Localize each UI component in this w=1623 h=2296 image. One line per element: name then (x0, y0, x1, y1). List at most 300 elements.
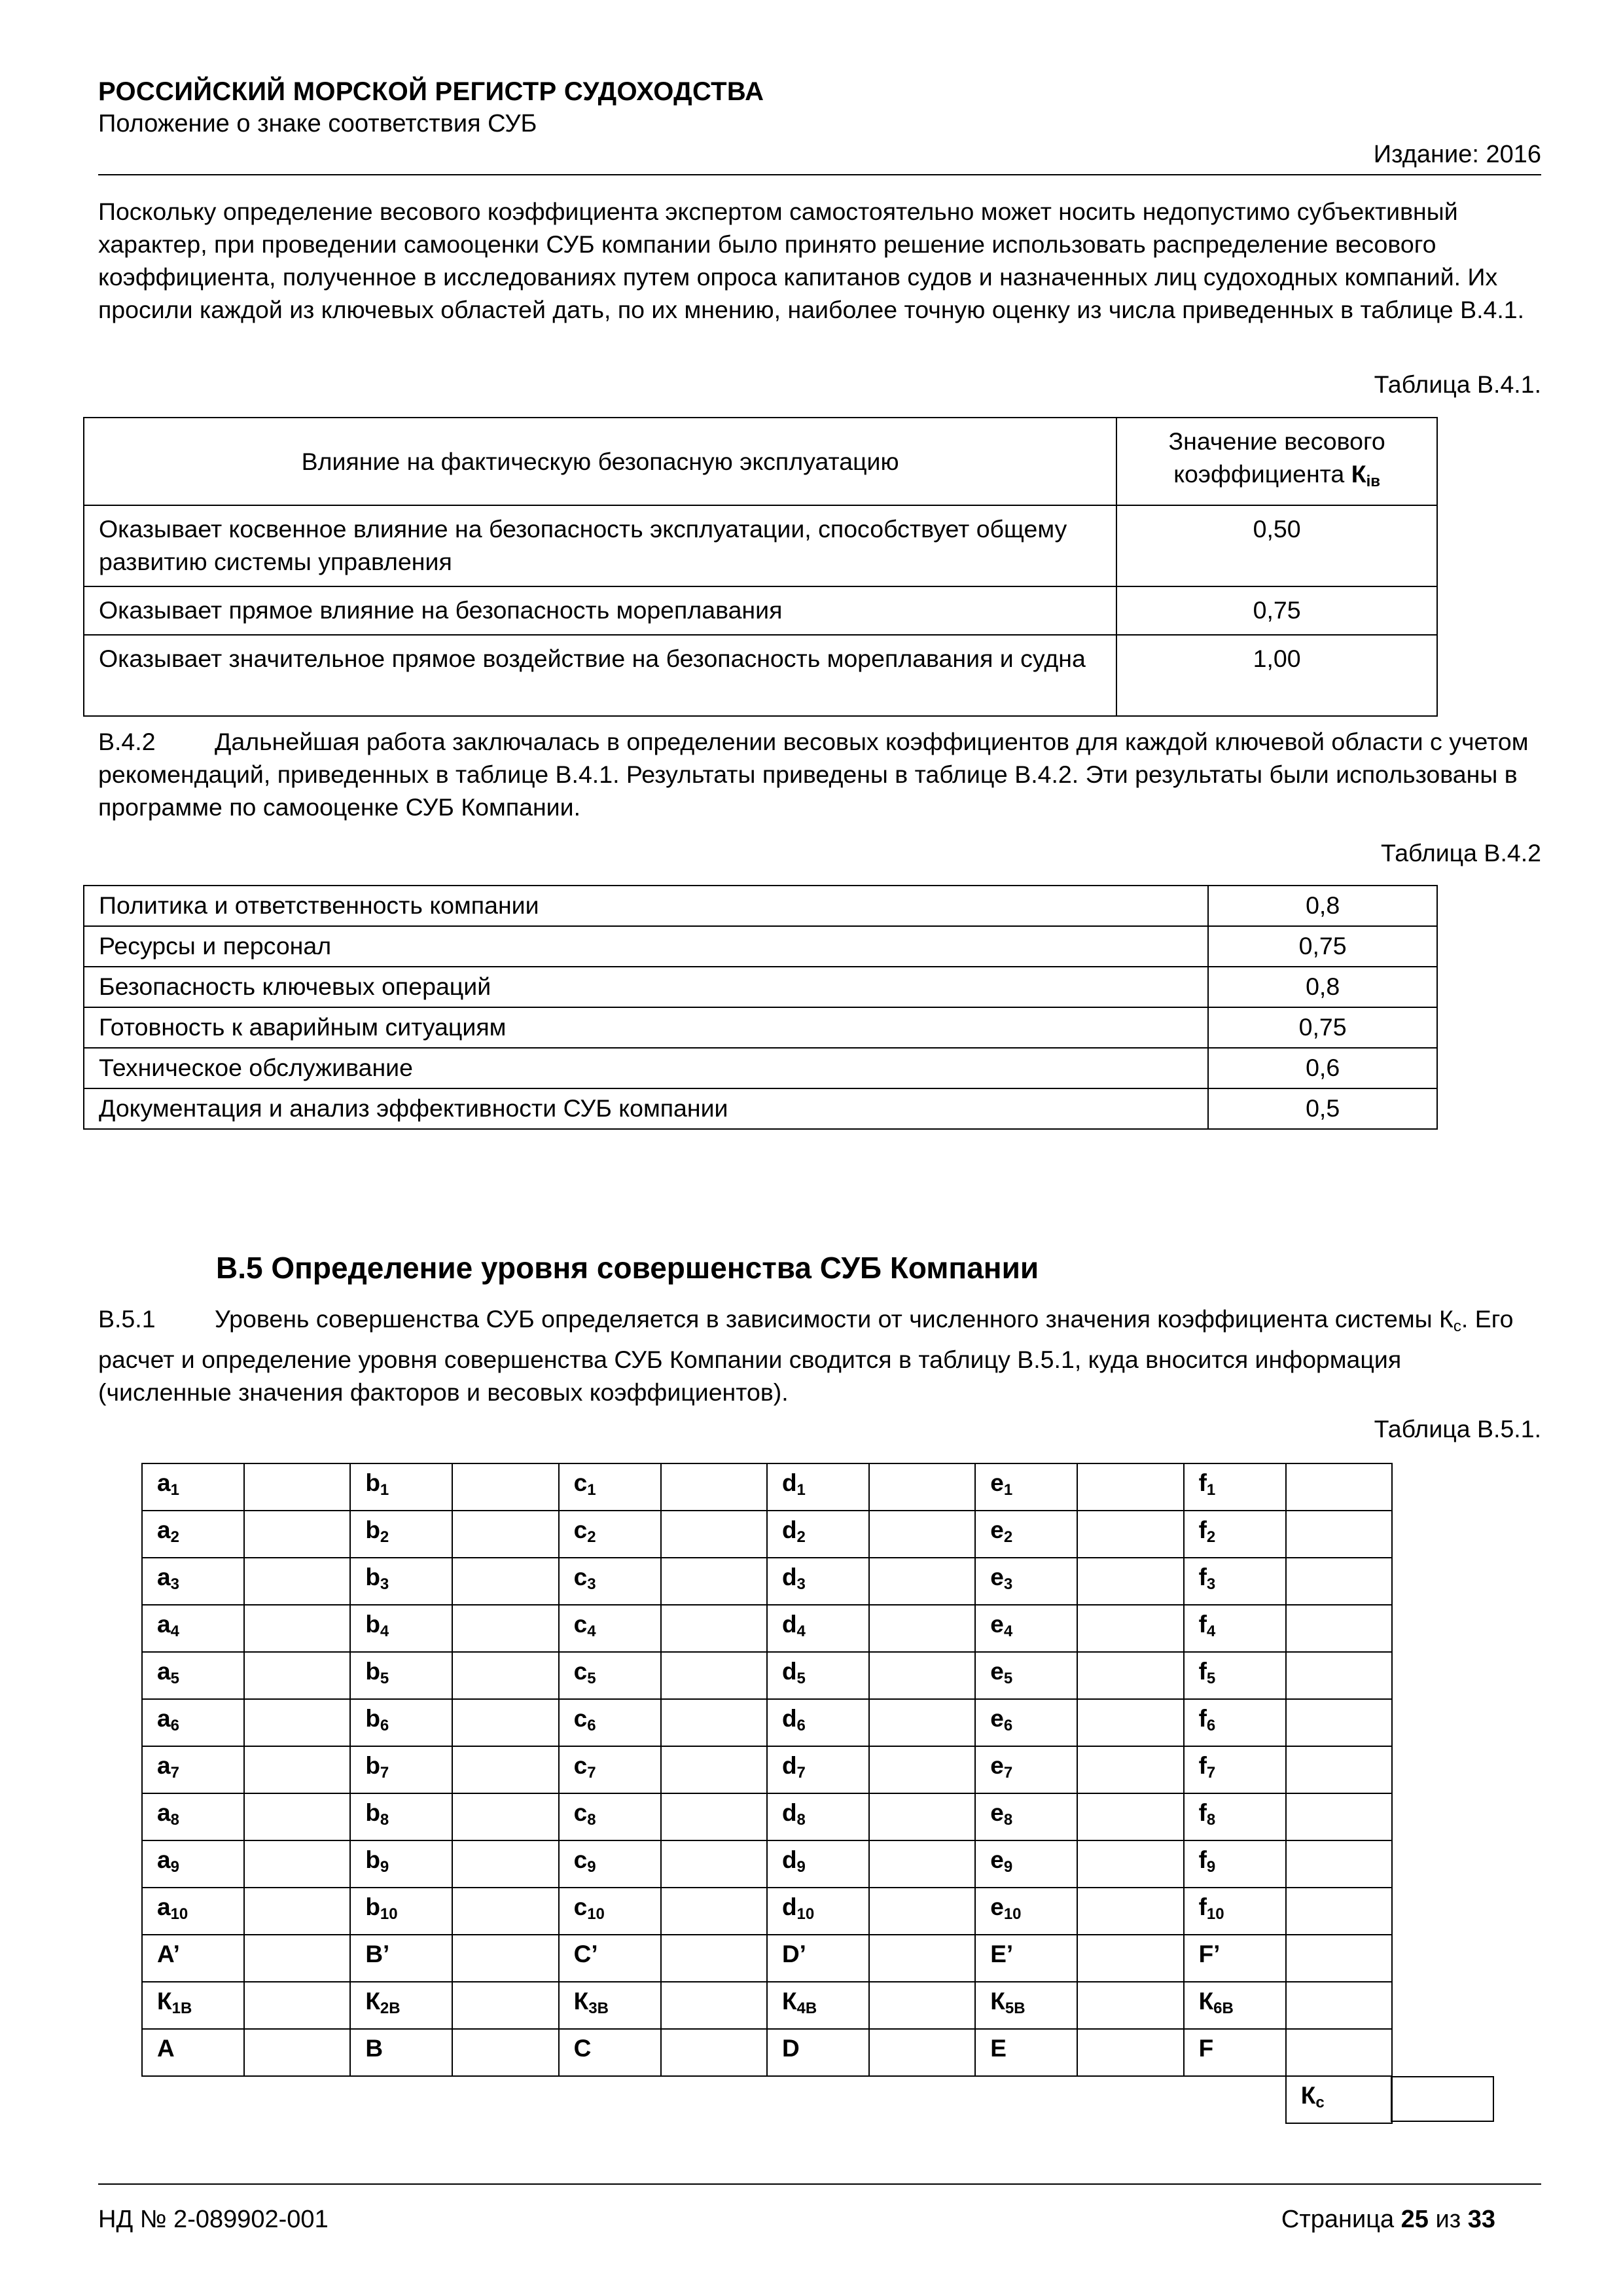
factor-label (767, 1652, 869, 1699)
weight-label (142, 1982, 244, 2029)
value-cell (1286, 1935, 1392, 1982)
table-row (142, 1888, 1392, 1935)
table1-k-subscript: iв (1366, 473, 1381, 490)
factor-label (1184, 1888, 1286, 1935)
value-cell (1077, 1840, 1183, 1888)
factor-index: 6 (796, 1717, 806, 1734)
factor-index: 9 (1003, 1858, 1013, 1876)
value-cell (244, 1888, 350, 1935)
factor-letter: d (781, 1469, 797, 1496)
value-cell (869, 1746, 975, 1793)
value-cell (1286, 1746, 1392, 1793)
document-number: НД № 2-089902-001 (98, 2206, 329, 2233)
header-divider (98, 174, 1541, 175)
factor-index: 5 (796, 1670, 806, 1687)
weight-symbol: К (1198, 1988, 1214, 2015)
factor-label (142, 1558, 244, 1605)
table1-col1-header: Влияние на фактическую безопасную эксплуатацию (84, 418, 1116, 505)
factor-letter: f (1198, 1611, 1207, 1638)
factor-label (1184, 1605, 1286, 1652)
total-label (975, 2029, 1077, 2076)
factor-letter: e (990, 1846, 1004, 1873)
total-label-text: B (365, 2035, 383, 2062)
factor-letter: c (573, 1893, 588, 1920)
value-cell (869, 1982, 975, 2029)
factor-index: 7 (170, 1764, 179, 1782)
factor-label (559, 1463, 661, 1511)
weight-subscript: 6В (1213, 2000, 1234, 2017)
value-cell (661, 1558, 767, 1605)
total-label (350, 2029, 452, 2076)
value-cell (661, 1699, 767, 1746)
table-row (142, 2076, 1392, 2123)
table-row (142, 1699, 1392, 1746)
table2-area: Безопасность ключевых операций (84, 967, 1208, 1007)
table-row (84, 967, 1437, 1007)
value-cell (452, 1463, 558, 1511)
factor-label (1184, 1699, 1286, 1746)
value-cell (244, 1511, 350, 1558)
table-row (142, 1558, 1392, 1605)
value-cell (244, 1605, 350, 1652)
footer-divider (98, 2183, 1541, 2185)
table1-row-text: Оказывает косвенное влияние на безопасность эксплуатации, способствует общему развитию системы управления (84, 505, 1116, 586)
excellence-level-table (141, 1463, 1393, 2124)
value-cell (1077, 1982, 1183, 2029)
factor-label (559, 1652, 661, 1699)
factor-label (975, 1605, 1077, 1652)
value-cell (244, 1982, 350, 2029)
value-cell (1077, 1511, 1183, 1558)
factor-letter: b (365, 1469, 380, 1496)
value-cell (869, 1652, 975, 1699)
table-row (84, 1088, 1437, 1129)
value-cell (869, 1463, 975, 1511)
value-cell (244, 1699, 350, 1746)
factor-label (975, 1840, 1077, 1888)
factor-index: 4 (1206, 1623, 1216, 1640)
value-cell (452, 1840, 558, 1888)
factor-index: 4 (170, 1623, 179, 1640)
factor-letter: c (573, 1564, 588, 1590)
factor-letter: f (1198, 1705, 1207, 1732)
value-cell (452, 1935, 558, 1982)
factor-index: 8 (1003, 1811, 1013, 1829)
value-cell (1286, 1982, 1392, 2029)
factor-letter: c (573, 1469, 588, 1496)
factor-index: 3 (170, 1575, 179, 1593)
factor-label (142, 1888, 244, 1935)
factor-label (559, 1840, 661, 1888)
value-cell (452, 1746, 558, 1793)
factor-letter: b (365, 1564, 380, 1590)
factor-letter: d (781, 1893, 797, 1920)
factor-letter: b (365, 1846, 380, 1873)
factor-label (559, 1511, 661, 1558)
factor-letter: c (573, 1846, 588, 1873)
factor-label (142, 1463, 244, 1511)
value-cell (1286, 2029, 1392, 2076)
sum-label-text: F’ (1198, 1941, 1221, 1967)
factor-label (1184, 1463, 1286, 1511)
sum-label-text: C’ (573, 1941, 598, 1967)
factor-letter: c (573, 1799, 588, 1826)
factor-letter: f (1198, 1564, 1207, 1590)
factor-letter: a (157, 1658, 171, 1685)
factor-index: 2 (1003, 1528, 1013, 1546)
factor-letter: f (1198, 1469, 1207, 1496)
factor-letter: a (157, 1799, 171, 1826)
value-cell (1286, 1840, 1392, 1888)
value-cell (1077, 1699, 1183, 1746)
kc-label (1286, 2076, 1392, 2123)
value-cell (661, 1840, 767, 1888)
factor-label (767, 1888, 869, 1935)
factor-index: 1 (170, 1481, 179, 1499)
factor-label (142, 1699, 244, 1746)
kc-value-cell (1391, 2076, 1494, 2122)
value-cell (452, 1793, 558, 1840)
factor-letter: a (157, 1564, 171, 1590)
value-cell (1286, 1699, 1392, 1746)
value-cell (1077, 1558, 1183, 1605)
section-b51-text-part1: Уровень совершенства СУБ определяется в зависимости от численного значения коэффициента системы К (215, 1305, 1454, 1333)
table1-col2-header-line2: коэффициента (1173, 460, 1351, 488)
factor-label (975, 1463, 1077, 1511)
factor-label (142, 1511, 244, 1558)
value-cell (1077, 1935, 1183, 1982)
factor-letter: a (157, 1752, 171, 1779)
table-row (84, 1048, 1437, 1088)
factor-index: 6 (170, 1717, 179, 1734)
table2-value: 0,6 (1208, 1048, 1437, 1088)
table1-col2-header (1116, 418, 1437, 505)
factor-index: 1 (1206, 1481, 1216, 1499)
factor-index: 9 (796, 1858, 806, 1876)
section-b42-text: Дальнейшая работа заключалась в определении весовых коэффициентов для каждой ключевой области с учетом рекомендаций, приведенных в таблице В.4.1. Результаты приведены в таблице В.4.2. Эти результаты были использованы в программе по самооценке СУБ Компании. (98, 728, 1529, 821)
factor-letter: f (1198, 1893, 1207, 1920)
factor-index: 2 (587, 1528, 596, 1546)
factor-label (350, 1558, 452, 1605)
value-cell (1286, 1652, 1392, 1699)
factor-letter: b (365, 1752, 380, 1779)
page-current: 25 (1400, 2206, 1429, 2233)
table-row (142, 1840, 1392, 1888)
factor-index: 10 (170, 1905, 188, 1923)
factor-index: 2 (170, 1528, 179, 1546)
value-cell (661, 1463, 767, 1511)
factor-letter: a (157, 1516, 171, 1543)
factor-index: 7 (1206, 1764, 1216, 1782)
factor-index: 8 (380, 1811, 389, 1829)
weight-symbol: К (781, 1988, 797, 2015)
factor-label (1184, 1746, 1286, 1793)
table-row (142, 1463, 1392, 1511)
factor-letter: e (990, 1799, 1004, 1826)
factor-letter: a (157, 1846, 171, 1873)
table-row (142, 1746, 1392, 1793)
value-cell (1286, 1888, 1392, 1935)
factor-letter: d (781, 1846, 797, 1873)
value-cell (244, 1652, 350, 1699)
factor-index: 9 (587, 1858, 596, 1876)
value-cell (661, 2029, 767, 2076)
table2-value: 0,8 (1208, 967, 1437, 1007)
factor-label (1184, 1511, 1286, 1558)
factor-letter: a (157, 1893, 171, 1920)
section-b51-text-subscript: c (1453, 1318, 1461, 1335)
factor-label (350, 1888, 452, 1935)
value-cell (244, 1840, 350, 1888)
factor-index: 3 (1003, 1575, 1013, 1593)
weight-label (350, 1982, 452, 2029)
factor-label (350, 1793, 452, 1840)
section-b42-paragraph (98, 725, 1541, 823)
factor-letter: e (990, 1611, 1004, 1638)
factor-index: 7 (380, 1764, 389, 1782)
sum-label (559, 1935, 661, 1982)
value-cell (452, 1558, 558, 1605)
table1-col2-header-line1: Значение весового (1168, 427, 1385, 455)
factor-index: 8 (1206, 1811, 1216, 1829)
section-b51-text-part2: . Его расчет и определение уровня совершенства СУБ Компании сводится в таблицу В.5.1, куда вносится информация (численные значения факторов и весовых коэффициентов). (98, 1305, 1514, 1406)
factor-letter: d (781, 1752, 797, 1779)
edition-label: Издание: 2016 (1373, 141, 1541, 168)
factor-letter: c (573, 1611, 588, 1638)
key-areas-table (83, 885, 1438, 1130)
factor-index: 5 (170, 1670, 179, 1687)
factor-letter: f (1198, 1658, 1207, 1685)
factor-letter: e (990, 1516, 1004, 1543)
table2-area: Готовность к аварийным ситуациям (84, 1007, 1208, 1048)
factor-label (975, 1699, 1077, 1746)
weight-symbol: К (365, 1988, 380, 2015)
table1-row-value: 0,50 (1116, 505, 1437, 586)
factor-letter: b (365, 1893, 380, 1920)
value-cell (869, 1935, 975, 1982)
table-row (84, 886, 1437, 926)
total-label-text: C (573, 2035, 592, 2062)
factor-letter: e (990, 1705, 1004, 1732)
factor-index: 5 (1206, 1670, 1216, 1687)
table2-area: Политика и ответственность компании (84, 886, 1208, 926)
factor-letter: a (157, 1469, 171, 1496)
factor-letter: b (365, 1658, 380, 1685)
sum-label (975, 1935, 1077, 1982)
value-cell (869, 2029, 975, 2076)
factor-letter: d (781, 1705, 797, 1732)
total-label-text: A (157, 2035, 175, 2062)
page-mid: из (1428, 2206, 1468, 2233)
weight-label (559, 1982, 661, 2029)
table1-row-value: 1,00 (1116, 635, 1437, 716)
factor-letter: f (1198, 1846, 1207, 1873)
factor-index: 4 (796, 1623, 806, 1640)
table2-value: 0,75 (1208, 1007, 1437, 1048)
value-cell (661, 1935, 767, 1982)
table-row (84, 586, 1437, 635)
value-cell (869, 1793, 975, 1840)
factor-label (767, 1463, 869, 1511)
value-cell (869, 1699, 975, 1746)
value-cell (452, 1652, 558, 1699)
value-cell (244, 1793, 350, 1840)
section-b51-number: В.5.1 (98, 1305, 156, 1333)
factor-label (142, 1840, 244, 1888)
factor-index: 4 (380, 1623, 389, 1640)
kc-symbol: К (1300, 2082, 1316, 2109)
factor-label (559, 1699, 661, 1746)
factor-label (350, 1605, 452, 1652)
weight-symbol: К (157, 1988, 172, 2015)
factor-label (767, 1699, 869, 1746)
factor-label (1184, 1793, 1286, 1840)
value-cell (661, 1746, 767, 1793)
factor-label (559, 1746, 661, 1793)
organization-name: РОССИЙСКИЙ МОРСКОЙ РЕГИСТР СУДОХОДСТВА (98, 77, 764, 106)
table-row (142, 1793, 1392, 1840)
weight-symbol: К (990, 1988, 1005, 2015)
table-row (84, 635, 1437, 716)
factor-letter: a (157, 1611, 171, 1638)
factor-index: 9 (1206, 1858, 1216, 1876)
total-label (142, 2029, 244, 2076)
table1-k-symbol: К (1351, 460, 1366, 488)
factor-index: 8 (170, 1811, 179, 1829)
total-label (767, 2029, 869, 2076)
table3-caption: Таблица В.5.1. (1374, 1415, 1541, 1443)
sum-label-text: E’ (990, 1941, 1014, 1967)
factor-letter: e (990, 1658, 1004, 1685)
table2-area: Документация и анализ эффективности СУБ компании (84, 1088, 1208, 1129)
factor-letter: e (990, 1893, 1004, 1920)
value-cell (661, 1605, 767, 1652)
total-label-text: D (781, 2035, 800, 2062)
table-row (142, 1982, 1392, 2029)
factor-letter: f (1198, 1516, 1207, 1543)
factor-label (975, 1888, 1077, 1935)
table2-value: 0,75 (1208, 926, 1437, 967)
table-row (84, 926, 1437, 967)
factor-index: 5 (587, 1670, 596, 1687)
factor-index: 10 (796, 1905, 815, 1923)
factor-letter: d (781, 1658, 797, 1685)
value-cell (244, 2029, 350, 2076)
value-cell (661, 1982, 767, 2029)
factor-index: 4 (1003, 1623, 1013, 1640)
table1-caption: Таблица В.4.1. (1374, 370, 1541, 398)
value-cell (661, 1652, 767, 1699)
value-cell (869, 1511, 975, 1558)
value-cell (869, 1605, 975, 1652)
page-total: 33 (1467, 2206, 1495, 2233)
table-row (142, 1511, 1392, 1558)
factor-index: 8 (587, 1811, 596, 1829)
value-cell (452, 1511, 558, 1558)
total-label (559, 2029, 661, 2076)
factor-letter: c (573, 1516, 588, 1543)
weight-subscript: 5В (1005, 2000, 1026, 2017)
factor-label (975, 1746, 1077, 1793)
table2-area: Техническое обслуживание (84, 1048, 1208, 1088)
table2-value: 0,8 (1208, 886, 1437, 926)
factor-index: 2 (380, 1528, 389, 1546)
factor-letter: c (573, 1752, 588, 1779)
table1-header-row (84, 418, 1437, 505)
factor-letter: a (157, 1705, 171, 1732)
factor-label (142, 1746, 244, 1793)
factor-index: 10 (1003, 1905, 1022, 1923)
factor-label (350, 1840, 452, 1888)
value-cell (869, 1840, 975, 1888)
intro-paragraph: Поскольку определение весового коэффициента экспертом самостоятельно может носить недопустимо субъективный характер, при проведении самооценки СУБ компании было принято решение использовать распределение весового коэффициента, полученное в исследованиях путем опроса капитанов судов и назначенных лиц судоходных компаний. Их просили каждой из ключевых областей дать, по их мнению, наиболее точную оценку из числа приведенных в таблице В.4.1. (98, 198, 1525, 323)
value-cell (1286, 1463, 1392, 1511)
section-b42-number: В.4.2 (98, 728, 156, 755)
sum-label (1184, 1935, 1286, 1982)
section-b5-title: В.5 Определение уровня совершенства СУБ Компании (216, 1251, 1039, 1285)
weight-label (975, 1982, 1077, 2029)
value-cell (1077, 1746, 1183, 1793)
factor-index: 3 (587, 1575, 596, 1593)
factor-index: 10 (380, 1905, 398, 1923)
section-b51-paragraph (98, 1302, 1541, 1408)
factor-label (975, 1558, 1077, 1605)
table-row (84, 505, 1437, 586)
factor-label (975, 1793, 1077, 1840)
factor-letter: e (990, 1752, 1004, 1779)
factor-letter: f (1198, 1752, 1207, 1779)
table-row (142, 1605, 1392, 1652)
value-cell (869, 1888, 975, 1935)
factor-index: 10 (1206, 1905, 1224, 1923)
factor-letter: b (365, 1705, 380, 1732)
table-row (142, 1935, 1392, 1982)
factor-index: 7 (587, 1764, 596, 1782)
value-cell (1077, 1605, 1183, 1652)
factor-index: 6 (380, 1717, 389, 1734)
total-label-text: F (1198, 2035, 1214, 2062)
factor-index: 2 (796, 1528, 806, 1546)
value-cell (244, 1935, 350, 1982)
value-cell (452, 1605, 558, 1652)
weight-subscript: 2В (380, 2000, 401, 2017)
total-label (1184, 2029, 1286, 2076)
weight-label (767, 1982, 869, 2029)
factor-label (767, 1746, 869, 1793)
weight-subscript: 3В (588, 2000, 609, 2017)
value-cell (1077, 1888, 1183, 1935)
value-cell (244, 1463, 350, 1511)
factor-index: 1 (380, 1481, 389, 1499)
value-cell (1077, 2029, 1183, 2076)
factor-index: 4 (587, 1623, 596, 1640)
value-cell (1286, 1793, 1392, 1840)
value-cell (661, 1793, 767, 1840)
factor-label (559, 1888, 661, 1935)
factor-label (142, 1793, 244, 1840)
sum-label (767, 1935, 869, 1982)
factor-index: 3 (380, 1575, 389, 1593)
factor-label (142, 1652, 244, 1699)
factor-label (767, 1558, 869, 1605)
factor-label (142, 1605, 244, 1652)
weight-coefficient-table (83, 417, 1438, 717)
factor-letter: d (781, 1799, 797, 1826)
weight-label (1184, 1982, 1286, 2029)
weight-symbol: К (573, 1988, 589, 2015)
factor-index: 3 (796, 1575, 806, 1593)
factor-label (350, 1463, 452, 1511)
